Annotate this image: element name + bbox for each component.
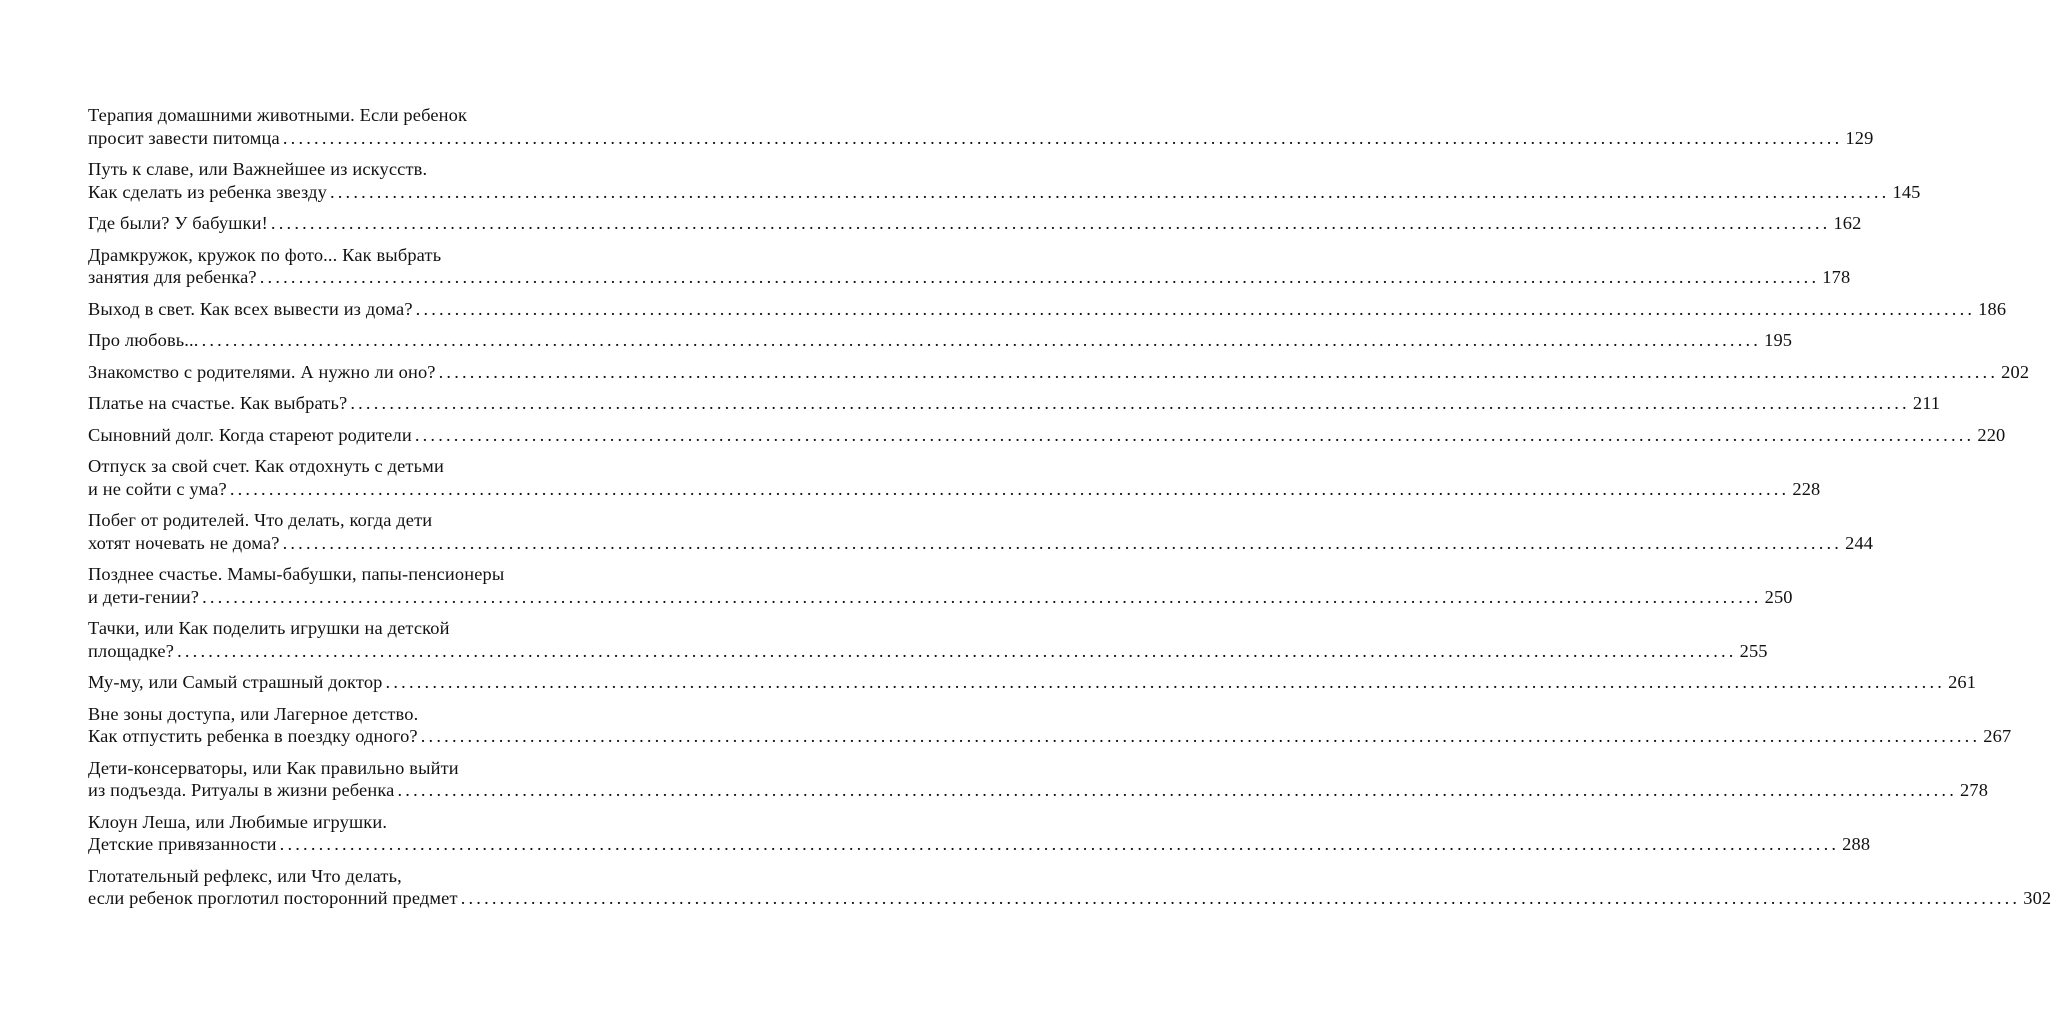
toc-entry-title-end: просит завести питомца (88, 127, 280, 148)
dot-leader: ........................................................................................................................................................................................................ (385, 672, 1946, 692)
toc-entry-title-end: Как отпустить ребенка в поездку одного? (88, 726, 418, 746)
dot-leader: ........................................................................................................................................................................................................ (329, 181, 1890, 202)
toc-entry (88, 158, 1921, 203)
toc-entry-title-end: из подъезда. Ритуалы в жизни ребенка (88, 780, 395, 800)
toc-entry (88, 671, 1977, 694)
toc-page-number: 129 (1845, 127, 1874, 148)
toc-entry (88, 865, 2051, 910)
toc-page-number: 178 (1822, 267, 1851, 287)
toc-entry (88, 298, 2007, 321)
table-of-contents (88, 104, 2051, 919)
toc-entry-row (88, 725, 2012, 748)
toc-entry-title-line: Глотательный рефлекс, или Что делать, (88, 865, 402, 886)
toc-entry-row (88, 640, 1768, 663)
toc-entry-row (88, 532, 1874, 555)
toc-entry-title: Сыновний долг. Когда стареют родители (88, 424, 412, 445)
toc-entry-title-end: площадке? (88, 640, 175, 661)
toc-page-number: 202 (2001, 361, 2030, 382)
dot-leader: ........................................................................................................................................................................................................ (229, 478, 1790, 499)
toc-entry-row (88, 671, 1977, 694)
toc-entry-row (88, 266, 1851, 289)
toc-entry-title-end: занятия для ребенка? (88, 267, 257, 287)
toc-entry-title-end: если ребенок проглотил посторонний предмет (88, 888, 458, 908)
dot-leader: ........................................................................................................................................................................................................ (460, 888, 2021, 908)
toc-entry-title: Где были? У бабушки! (88, 213, 268, 233)
toc-entry-row (88, 329, 1793, 352)
toc-page-number: 250 (1764, 586, 1793, 607)
toc-entry-title-end: и не сойти с ума? (88, 478, 227, 499)
toc-entry (88, 244, 1851, 289)
toc-entry (88, 361, 2030, 384)
toc-entry (88, 703, 2012, 748)
toc-entry-title-line: Дети-консерваторы, или Как правильно выйти (88, 757, 459, 778)
toc-page-number: 211 (1912, 393, 1941, 413)
toc-entry-row (88, 887, 2051, 910)
toc-entry-title-end: и дети-гении? (88, 586, 200, 607)
toc-entry (88, 212, 1862, 235)
toc-entry-row (88, 779, 1989, 802)
toc-entry-title-end: Как сделать из ребенка звезду (88, 181, 327, 202)
toc-page-number: 278 (1960, 780, 1989, 800)
toc-page-number: 220 (1977, 424, 2006, 445)
toc-page-number: 302 (2023, 888, 2051, 908)
toc-entry-row (88, 478, 1821, 501)
dot-leader: ........................................................................................................................................................................................................ (259, 267, 1820, 287)
toc-page-number: 228 (1792, 478, 1821, 499)
toc-entry (88, 757, 1989, 802)
toc-entry (88, 811, 1871, 856)
toc-entry (88, 424, 2006, 447)
toc-entry (88, 329, 1793, 352)
dot-leader: ........................................................................................................................................................................................................ (177, 640, 1737, 661)
dot-leader: ........................................................................................................................................................................................................ (282, 127, 1843, 148)
toc-entry-row (88, 181, 1921, 204)
toc-entry-title: Выход в свет. Как всех вывести из дома? (88, 298, 413, 319)
dot-leader: ........................................................................................................................................................................................................ (414, 424, 1975, 445)
toc-entry-row (88, 833, 1871, 856)
toc-page-number: 145 (1892, 181, 1921, 202)
toc-page-number: 255 (1739, 640, 1768, 661)
toc-entry-title-line: Драмкружок, кружок по фото... Как выбрать (88, 244, 442, 265)
dot-leader: ........................................................................................................................................................................................................ (420, 726, 1981, 746)
dot-leader: ........................................................................................................................................................................................................ (282, 532, 1843, 553)
dot-leader: ........................................................................................................................................................................................................ (279, 834, 1840, 854)
toc-entry-title-line: Клоун Леша, или Любимые игрушки. (88, 811, 388, 832)
toc-entry-title-line: Терапия домашними животными. Если ребенок (88, 105, 468, 125)
dot-leader: ........................................................................................................................................................................................................ (350, 393, 1910, 413)
toc-entry (88, 392, 1941, 415)
toc-entry-title-line: Тачки, или Как поделить игрушки на детской (88, 618, 450, 638)
toc-page-number: 186 (1978, 298, 2007, 319)
toc-entry-row (88, 298, 2007, 321)
toc-entry (88, 617, 1768, 662)
toc-page-number: 244 (1845, 532, 1874, 553)
toc-entry-title: Платье на счастье. Как выбрать? (88, 393, 348, 413)
dot-leader: ........................................................................................................................................................................................................ (397, 780, 1957, 800)
dot-leader: ........................................................................................................................................................................................................ (438, 361, 1999, 382)
dot-leader: ........................................................................................................................................................................................................ (202, 586, 1762, 607)
toc-entry (88, 104, 1874, 149)
toc-page-number: 195 (1764, 330, 1793, 350)
dot-leader: ........................................................................................................................................................................................................ (270, 213, 1831, 233)
toc-entry-row (88, 361, 2030, 384)
toc-entry-title-line: Позднее счастье. Мамы-бабушки, папы-пенсионеры (88, 564, 505, 584)
toc-entry-title-end: Детские привязанности (88, 834, 277, 854)
toc-entry-row (88, 127, 1874, 150)
toc-entry-title-line: Отпуск за свой счет. Как отдохнуть с детьми (88, 456, 444, 476)
toc-entry-row (88, 392, 1941, 415)
toc-page-number: 288 (1842, 834, 1871, 854)
toc-entry-row (88, 212, 1862, 235)
toc-entry (88, 509, 1874, 554)
toc-entry-title-end: хотят ночевать не дома? (88, 532, 280, 553)
toc-entry-title-line: Путь к славе, или Важнейшее из искусств. (88, 159, 428, 179)
toc-entry-title: Знакомство с родителями. А нужно ли оно? (88, 361, 436, 382)
dot-leader: ........................................................................................................................................................................................................ (201, 330, 1762, 350)
toc-entry-row (88, 424, 2006, 447)
toc-entry-title: Му-му, или Самый страшный доктор (88, 672, 383, 692)
toc-page-number: 162 (1833, 213, 1862, 233)
dot-leader: ........................................................................................................................................................................................................ (415, 298, 1976, 319)
toc-entry (88, 455, 1821, 500)
toc-page-number: 267 (1983, 726, 2012, 746)
toc-entry-title: Про любовь... (88, 330, 199, 350)
toc-page-number: 261 (1948, 672, 1977, 692)
toc-entry-row (88, 586, 1793, 609)
toc-entry-title-line: Побег от родителей. Что делать, когда дети (88, 510, 433, 530)
toc-entry (88, 563, 1793, 608)
toc-entry-title-line: Вне зоны доступа, или Лагерное детство. (88, 703, 419, 724)
